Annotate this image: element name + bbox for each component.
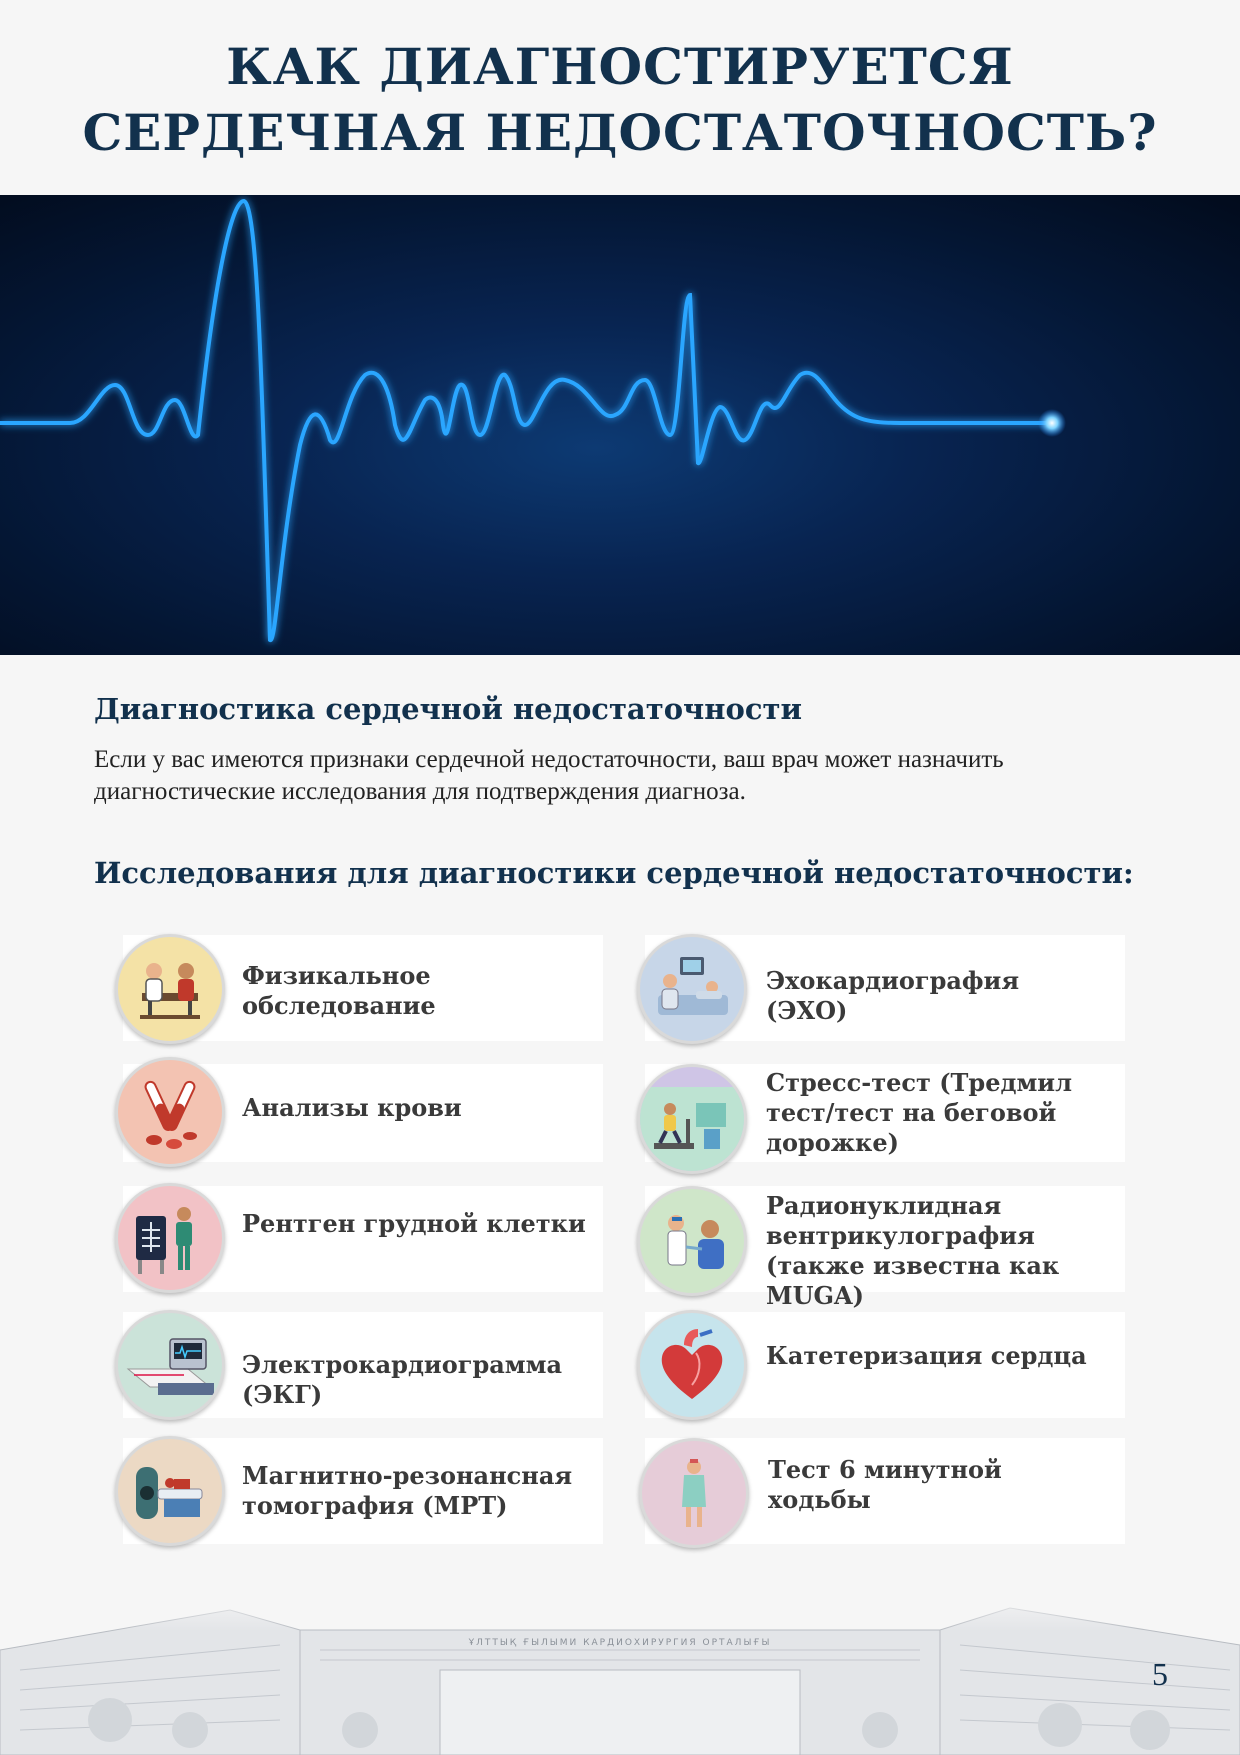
blood-tubes-icon — [115, 1057, 225, 1167]
treadmill-icon — [637, 1064, 747, 1174]
test-label-stress: Стресс-тест (Тредмил тест/тест на беговой дорожке) — [766, 1068, 1073, 1157]
test-label-xray: Рентген грудной клетки — [242, 1209, 586, 1238]
page-title — [0, 34, 1240, 166]
test-label-mri: Магнитно-резонансная томография (МРТ) — [242, 1461, 573, 1520]
injection-icon — [637, 1186, 747, 1296]
test-label-blood: Анализы крови — [242, 1093, 462, 1122]
heart-icon — [637, 1310, 747, 1420]
ultrasound-icon — [637, 934, 747, 1044]
hospital-building-illustration — [0, 1590, 1240, 1755]
page-title-line2: СЕРДЕЧНАЯ НЕДОСТАТОЧНОСТЬ? — [82, 103, 1158, 162]
walking-patient-icon — [639, 1438, 749, 1548]
test-label-echo: Эхокардиография (ЭХО) — [766, 966, 1020, 1025]
test-label-catheter: Катетеризация сердца — [766, 1341, 1087, 1370]
ecg-banner — [0, 195, 1240, 655]
test-label-ecg: Электрокардиограмма (ЭКГ) — [242, 1350, 563, 1409]
section-heading-tests: Исследования для диагностики сердечной недостаточности: — [94, 856, 1134, 890]
intro-paragraph: Если у вас имеются признаки сердечной недостаточности, ваш врач может назначить диагностические исследования для подтверждения диагноза. — [94, 746, 1004, 805]
section-heading-diagnostics: Диагностика сердечной недостаточности — [94, 692, 802, 726]
doctor-patient-icon — [115, 934, 225, 1044]
page-number: 5 — [1152, 1656, 1168, 1692]
mri-icon — [115, 1436, 225, 1546]
test-label-walk: Тест 6 минутной ходьбы — [768, 1455, 1002, 1514]
ecg-wave-icon — [0, 195, 1240, 655]
xray-icon — [115, 1183, 225, 1293]
ecg-machine-icon — [115, 1310, 225, 1420]
test-label-muga: Радионуклидная вентрикулография (также известна как MUGA) — [766, 1191, 1060, 1310]
test-label-physical-exam: Физикальное обследование — [242, 961, 436, 1020]
page-title-line1: КАК ДИАГНОСТИРУЕТСЯ — [226, 37, 1014, 96]
